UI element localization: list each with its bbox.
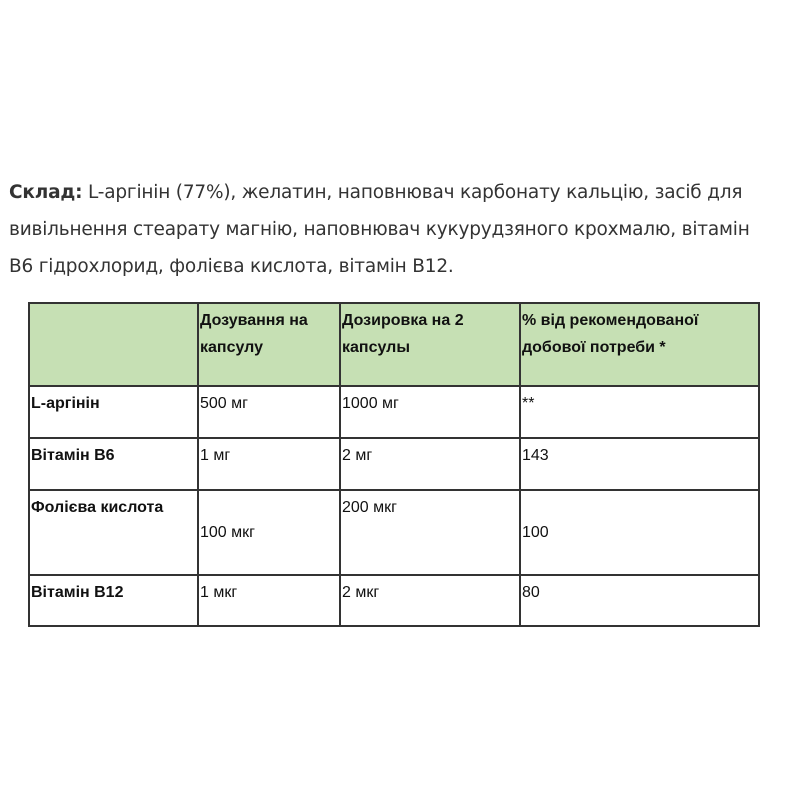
composition-label: Склад:: [9, 182, 83, 203]
header-per-capsule: Дозування на капсулу: [198, 303, 340, 386]
composition-line-2: вивільнення стеарату магнію, наповнювач кукурудзяного крохмалю, вітамін: [9, 219, 750, 240]
composition-line-1: Склад: L-аргінін (77%), желатин, наповнювач карбонату кальцію, засіб для: [9, 182, 743, 203]
table-header-row: [29, 303, 759, 386]
row-percent: **: [520, 386, 759, 438]
row-name: L-аргінін: [29, 386, 198, 438]
row-per-capsule: 100 мкг: [198, 490, 340, 575]
header-percent-daily: % від рекомендованої добової потреби *: [520, 303, 759, 386]
row-per-2-capsules: 1000 мг: [340, 386, 520, 438]
composition-text: [9, 174, 794, 285]
table-row: [29, 575, 759, 626]
row-per-capsule: 500 мг: [198, 386, 340, 438]
row-name: Вітамін B6: [29, 438, 198, 490]
row-per-2-capsules: 200 мкг: [340, 490, 520, 575]
row-per-capsule: 1 мкг: [198, 575, 340, 626]
row-per-capsule: 1 мг: [198, 438, 340, 490]
row-percent: 100: [520, 490, 759, 575]
row-per-2-capsules: 2 мг: [340, 438, 520, 490]
composition-line-3: B6 гідрохлорид, фолієва кислота, вітамін B12.: [9, 256, 454, 277]
row-per-2-capsules: 2 мкг: [340, 575, 520, 626]
row-name: Фолієва кислота: [29, 490, 198, 575]
table-row: [29, 438, 759, 490]
nutrition-table: [28, 302, 760, 627]
row-name: Вітамін B12: [29, 575, 198, 626]
row-percent: 80: [520, 575, 759, 626]
header-empty: [29, 303, 198, 386]
header-per-2-capsules: Дозировка на 2 капсулы: [340, 303, 520, 386]
row-percent: 143: [520, 438, 759, 490]
table-row: [29, 490, 759, 575]
table-row: [29, 386, 759, 438]
